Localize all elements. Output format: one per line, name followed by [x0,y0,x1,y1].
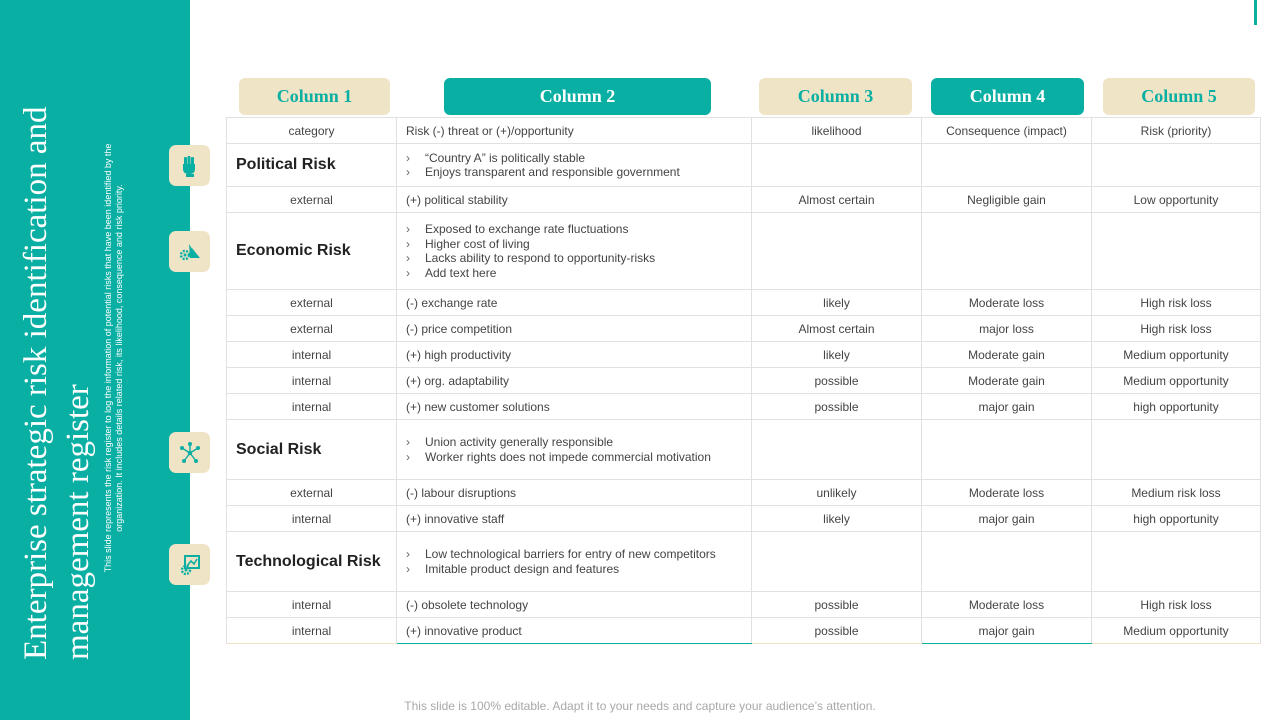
cell-risk: (+) innovative staff [397,506,752,532]
top-accent-bar [1254,0,1257,25]
bullet-item: › Enjoys transparent and responsible government [406,165,751,180]
column-5-header: Column 5 [1103,78,1255,115]
bullet-cell [397,420,752,480]
table-row [227,506,1261,532]
bullet-item: › Imitable product design and features [406,562,751,577]
bullet-cell [397,144,752,187]
cell-priority: Medium risk loss [1092,480,1261,506]
empty-cell [922,420,1092,480]
economy-icon [169,231,210,272]
cell-priority: Medium opportunity [1092,368,1261,394]
cell-category: external [227,480,397,506]
column-2-header: Column 2 [444,78,711,115]
cell-consequence: Moderate loss [922,290,1092,316]
category-name: Economic Risk [227,213,397,290]
table-header-row [227,118,1261,144]
cell-consequence: Moderate gain [922,368,1092,394]
empty-cell [922,532,1092,592]
cell-likelihood: likely [752,290,922,316]
bullet-item: › “Country A” is politically stable [406,151,751,166]
cell-category: external [227,290,397,316]
category-row-political [227,144,1261,187]
table-row [227,394,1261,420]
cell-priority: Medium opportunity [1092,342,1261,368]
category-row-economic [227,213,1261,290]
cell-risk: (-) obsolete technology [397,592,752,618]
empty-cell [752,144,922,187]
cell-risk: (+) innovative product [397,618,752,644]
bullet-cell [397,213,752,290]
risk-register-table [226,117,1261,644]
sidebar-panel [0,0,190,720]
header-cell: category [227,118,397,144]
cell-priority: High risk loss [1092,316,1261,342]
cell-likelihood: possible [752,618,922,644]
category-name: Social Risk [227,420,397,480]
cell-category: internal [227,506,397,532]
category-name: Technological Risk [227,532,397,592]
empty-cell [922,144,1092,187]
cell-category: internal [227,394,397,420]
cell-priority: Low opportunity [1092,187,1261,213]
empty-cell [1092,420,1261,480]
cell-priority: high opportunity [1092,394,1261,420]
cell-category: internal [227,342,397,368]
cell-likelihood: possible [752,394,922,420]
cell-consequence: Moderate gain [922,342,1092,368]
cell-consequence: Moderate loss [922,592,1092,618]
page-title: Enterprise strategic risk identification and management register [18,106,96,660]
bullet-item: › Union activity generally responsible [406,435,751,450]
cell-risk: (-) labour disruptions [397,480,752,506]
category-row-technological [227,532,1261,592]
header-cell: Consequence (impact) [922,118,1092,144]
bullet-item: › Worker rights does not impede commercial motivation [406,450,751,465]
cell-risk: (+) high productivity [397,342,752,368]
cell-category: external [227,187,397,213]
cell-category: internal [227,368,397,394]
bullet-item: › Higher cost of living [406,237,751,252]
category-row-social [227,420,1261,480]
cell-likelihood: likely [752,506,922,532]
cell-consequence: Negligible gain [922,187,1092,213]
column-1-header: Column 1 [239,78,390,115]
cell-likelihood: possible [752,592,922,618]
table-row [227,368,1261,394]
cell-category: internal [227,618,397,644]
empty-cell [752,532,922,592]
table-row [227,480,1261,506]
empty-cell [922,213,1092,290]
cell-priority: High risk loss [1092,592,1261,618]
cell-consequence: major gain [922,618,1092,644]
page-description: This slide represents the risk register to log the information of potential risks that have been identified by the organization. It includes details related risk, its likelihood, consequence and risk priority. [103,143,124,573]
empty-cell [1092,213,1261,290]
table-row [227,316,1261,342]
column-3-header: Column 3 [759,78,912,115]
cell-risk: (-) price competition [397,316,752,342]
cell-consequence: major gain [922,394,1092,420]
cell-category: internal [227,592,397,618]
cell-consequence: major loss [922,316,1092,342]
tech-icon [169,544,210,585]
empty-cell [1092,532,1261,592]
cell-likelihood: unlikely [752,480,922,506]
category-name: Political Risk [227,144,397,187]
header-cell: likelihood [752,118,922,144]
empty-cell [752,420,922,480]
cell-risk: (+) political stability [397,187,752,213]
header-cell: Risk (-) threat or (+)/opportunity [397,118,752,144]
cell-risk: (+) org. adaptability [397,368,752,394]
cell-consequence: Moderate loss [922,480,1092,506]
cell-priority: high opportunity [1092,506,1261,532]
fist-icon [169,145,210,186]
cell-likelihood: Almost certain [752,187,922,213]
cell-likelihood: likely [752,342,922,368]
bullet-cell [397,532,752,592]
table-row [227,290,1261,316]
cell-likelihood: Almost certain [752,316,922,342]
table-row [227,342,1261,368]
header-cell: Risk (priority) [1092,118,1261,144]
bullet-item: › Add text here [406,266,751,281]
cell-risk: (-) exchange rate [397,290,752,316]
empty-cell [1092,144,1261,187]
bullet-item: › Exposed to exchange rate fluctuations [406,222,751,237]
bullet-item: › Lacks ability to respond to opportunity-risks [406,251,751,266]
cell-risk: (+) new customer solutions [397,394,752,420]
bullet-item: › Low technological barriers for entry of new competitors [406,547,751,562]
cell-priority: Medium opportunity [1092,618,1261,644]
table-row [227,592,1261,618]
cell-likelihood: possible [752,368,922,394]
table-row [227,618,1261,644]
column-4-header: Column 4 [931,78,1084,115]
cell-consequence: major gain [922,506,1092,532]
cell-category: external [227,316,397,342]
table-row [227,187,1261,213]
empty-cell [752,213,922,290]
network-icon [169,432,210,473]
footer-note: This slide is 100% editable. Adapt it to your needs and capture your audience’s attention. [404,699,876,713]
cell-priority: High risk loss [1092,290,1261,316]
